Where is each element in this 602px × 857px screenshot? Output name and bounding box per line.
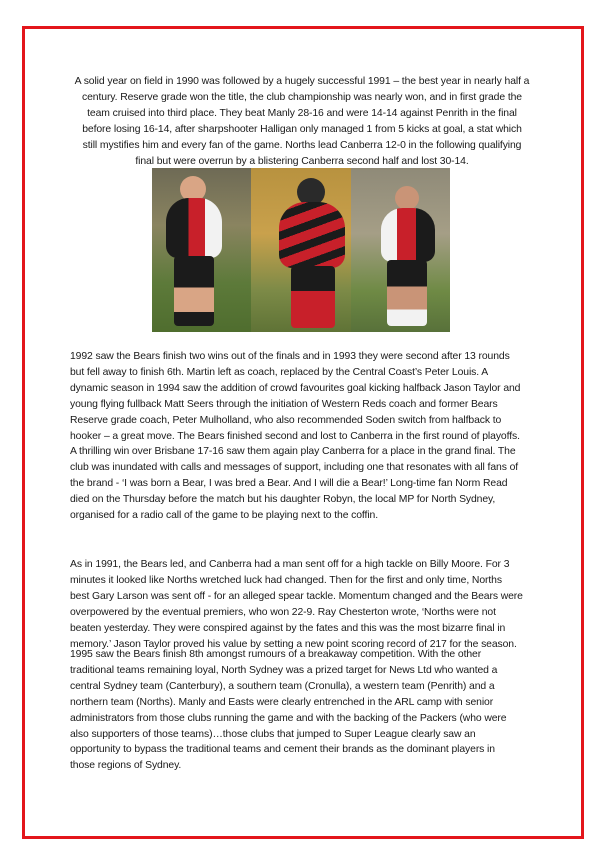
text-line: 1995 saw the Bears finish 8th amongst rumours of a breakaway competition. With the other <box>70 649 482 660</box>
text-line: hooker – a great move. The Bears finished second and lost to Canberra in the first round of playoffs. <box>70 430 520 442</box>
text-line: memory.’ Jason Taylor proved his value by setting a new point scoring record of 217 for the season. <box>70 638 517 650</box>
paragraph-1992-1994 <box>70 349 540 524</box>
text-line: beaten yesterday. They were conspired against by the fates and this was the most bizarre final in <box>70 622 506 634</box>
text-line: but fell away to finish 6th. Martin left as coach, replaced by the Central Coast’s Peter Louis. A <box>70 366 489 378</box>
text-line: northern team (Norths). Manly and Easts were clearly entrenched in the ARL camp with senior <box>70 696 494 708</box>
text-line: central Sydney team (Canterbury), a southern team (Cronulla), a western team (Penrith) and a <box>70 680 495 692</box>
text-line: 1992 saw the Bears finish two wins out of the finals and in 1993 they were second after 13 rounds <box>70 351 510 362</box>
text-line: A solid year on field in 1990 was followed by a hugely successful 1991 – the best year in nearly half a <box>74 76 530 87</box>
paragraph-grand-final <box>70 557 540 652</box>
photo-player-3 <box>351 168 450 332</box>
text-line: organised for a radio call of the game to be playing next to the coffin. <box>70 510 378 522</box>
text-line: century. Reserve grade won the title, the club championship was nearly won, and in first grade the <box>82 91 522 103</box>
text-line: overpowered by the eventual premiers, who won 22-9. Ray Chesterton wrote, ‘Norths were not <box>70 606 496 618</box>
paragraph-1991 <box>62 74 542 169</box>
text-line: Reserve grade coach, Peter Mulholland, who also recommended Soden switch from halfback to <box>70 414 502 426</box>
text-line: dynamic season in 1994 saw the addition of crowd favourites goal kicking halfback Jason Taylor and <box>70 382 521 394</box>
text-line: still mystifies him and every fan of the game. Norths lead Canberra 12-0 in the following qualifying <box>82 139 522 151</box>
text-line: administrators from those clubs running the game and with the backing of the Packers (who were <box>70 712 507 724</box>
text-line: minutes it looked like Norths wretched luck had changed. Then for the first and only time, Norths <box>70 574 502 586</box>
text-line: club was inundated with calls and messages of support, including one that resonates with all fans of <box>70 462 519 474</box>
paragraph-1995 <box>70 647 540 774</box>
text-line: died on the Thursday before the match but his daughter Robyn, the local MP for North Sydney, <box>70 494 496 506</box>
text-line: A thrilling win over Brisbane 17-16 saw them again play Canberra for a place in the grand final. The <box>70 446 516 458</box>
text-line: As in 1991, the Bears led, and Canberra had a man sent off for a high tackle on Billy Moore. For 3 <box>70 559 510 570</box>
players-photo-collage <box>152 168 450 332</box>
text-line: opportunity to bypass the traditional teams and cement their brands as the dominant players in <box>70 744 495 756</box>
photo-player-1 <box>152 168 251 332</box>
text-line: young flying fullback Matt Seers through the initiation of Western Reds coach and former Bears <box>70 398 498 410</box>
text-line: best Gary Larson was sent off - for an alleged spear tackle. Momentum changed and the Bears were <box>70 590 523 602</box>
text-line: the brand - ‘I was born a Bear, I was bred a Bear. And I will die a Bear!’ Long-time fan Norm Read <box>70 478 508 490</box>
photo-player-2 <box>251 168 350 332</box>
text-line: final but were overrun by a blistering Canberra second half and lost 30-14. <box>135 155 469 167</box>
text-line: those regions of Sydney. <box>70 760 182 772</box>
text-line: traditional teams remaining loyal, North Sydney was a prized target for News Ltd who wanted a <box>70 664 498 676</box>
text-line: before losing 16-14, after sharpshooter Halligan only managed 1 from 5 kicks at goal, a stat which <box>82 123 522 135</box>
text-line: also supporters of those teams)…those clubs that jumped to Super League clearly saw an <box>70 728 476 740</box>
text-line: team cruised into third place. They beat Manly 28-16 and were 14-14 against Penrith in the final <box>87 107 517 119</box>
